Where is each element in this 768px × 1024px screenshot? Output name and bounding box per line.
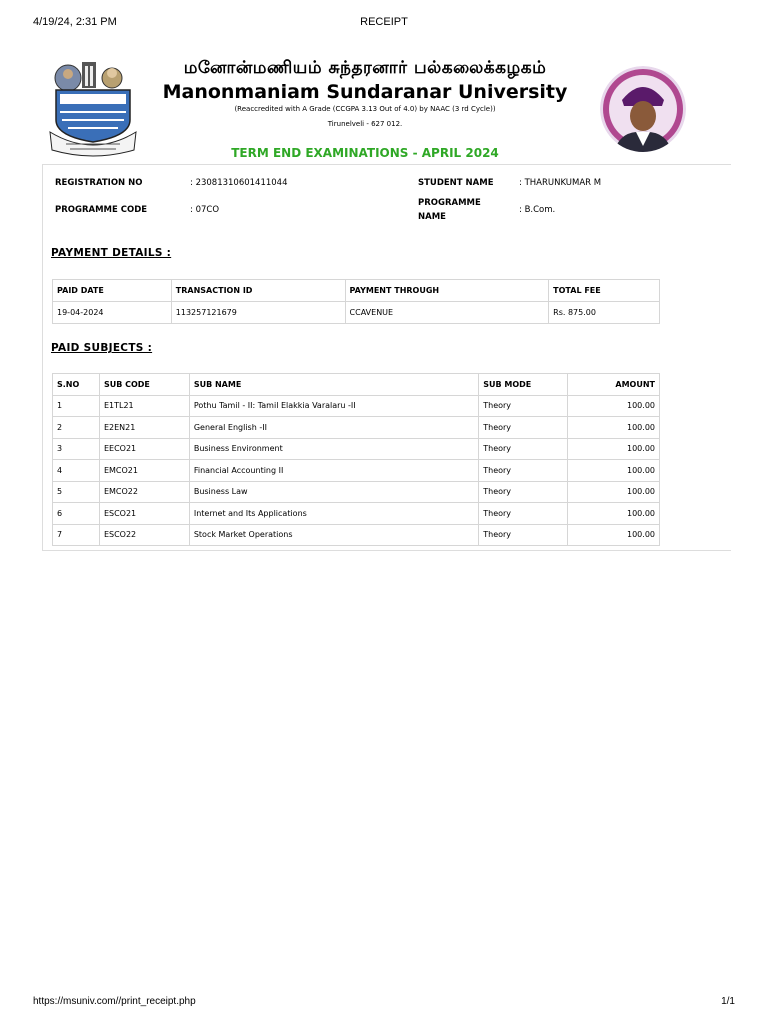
sub-code-cell: ESCO22	[99, 524, 189, 546]
sub-code-cell: E2EN21	[99, 417, 189, 439]
founder-portrait-icon	[600, 66, 686, 152]
subjects-header-row	[53, 374, 660, 396]
sub-mode-cell: Theory	[479, 503, 568, 525]
registration-no-label: REGISTRATION NO	[55, 178, 143, 188]
payment-col-header: TRANSACTION ID	[171, 280, 345, 302]
sub-code-cell: EMCO21	[99, 460, 189, 482]
sno-cell: 5	[53, 481, 100, 503]
programme-code-label: PROGRAMME CODE	[55, 205, 148, 215]
amount-cell: 100.00	[568, 417, 660, 439]
subjects-col-header: S.NO	[53, 374, 100, 396]
sub-name-cell: Financial Accounting II	[189, 460, 478, 482]
sub-mode-cell: Theory	[479, 417, 568, 439]
student-name-value: : THARUNKUMAR M	[519, 178, 602, 188]
university-accreditation: (Reaccredited with A Grade (CCGPA 3.13 Out of 4.0) by NAAC (3 rd Cycle))	[234, 105, 496, 113]
sub-name-cell: Internet and Its Applications	[189, 503, 478, 525]
paid-date: 19-04-2024	[53, 302, 172, 324]
table-row	[53, 481, 660, 503]
amount-cell: 100.00	[568, 524, 660, 546]
payment-table	[52, 279, 660, 324]
table-row	[53, 438, 660, 460]
sno-cell: 4	[53, 460, 100, 482]
table-row	[53, 460, 660, 482]
payment-details-title: PAYMENT DETAILS :	[51, 247, 172, 259]
sno-cell: 6	[53, 503, 100, 525]
sub-name-cell: Stock Market Operations	[189, 524, 478, 546]
paid-subjects-title: PAID SUBJECTS :	[51, 342, 153, 354]
amount-cell: 100.00	[568, 503, 660, 525]
print-datetime: 4/19/24, 2:31 PM	[33, 16, 117, 28]
table-row	[53, 395, 660, 417]
sub-code-cell: EMCO22	[99, 481, 189, 503]
exam-title: TERM END EXAMINATIONS - APRIL 2024	[231, 146, 499, 160]
payment-header-row	[53, 280, 660, 302]
registration-no-value: : 23081310601411044	[190, 178, 288, 188]
programme-code-value: : 07CO	[190, 205, 220, 215]
amount-cell: 100.00	[568, 438, 660, 460]
university-address: Tirunelveli - 627 012.	[327, 120, 403, 128]
university-name-tamil: மனோன்மணியம் சுந்தரனார் பல்கலைக்கழகம்	[183, 58, 547, 78]
sub-mode-cell: Theory	[479, 438, 568, 460]
sno-cell: 2	[53, 417, 100, 439]
print-doc-title: RECEIPT	[360, 16, 408, 28]
table-row	[53, 417, 660, 439]
sub-code-cell: EECO21	[99, 438, 189, 460]
sub-mode-cell: Theory	[479, 395, 568, 417]
table-row	[53, 524, 660, 546]
print-header	[0, 16, 768, 30]
table-row	[53, 503, 660, 525]
programme-name-label-line2: NAME	[418, 212, 446, 222]
transaction-id: 113257121679	[171, 302, 345, 324]
subjects-table	[52, 373, 660, 546]
sub-mode-cell: Theory	[479, 481, 568, 503]
payment-row	[53, 302, 660, 324]
sub-mode-cell: Theory	[479, 460, 568, 482]
sub-code-cell: ESCO21	[99, 503, 189, 525]
sub-name-cell: Business Environment	[189, 438, 478, 460]
print-url: https://msuniv.com//print_receipt.php	[33, 996, 196, 1007]
payment-through: CCAVENUE	[345, 302, 549, 324]
sno-cell: 3	[53, 438, 100, 460]
programme-name-label: PROGRAMME	[418, 198, 481, 208]
sno-cell: 7	[53, 524, 100, 546]
subjects-col-header: AMOUNT	[568, 374, 660, 396]
amount-cell: 100.00	[568, 395, 660, 417]
sub-mode-cell: Theory	[479, 524, 568, 546]
university-emblem-icon	[46, 58, 140, 158]
student-name-label: STUDENT NAME	[418, 178, 494, 188]
total-fee: Rs. 875.00	[549, 302, 660, 324]
sub-name-cell: Pothu Tamil - II: Tamil Elakkia Varalaru -II	[189, 395, 478, 417]
sub-name-cell: Business Law	[189, 481, 478, 503]
payment-col-header: PAID DATE	[53, 280, 172, 302]
subjects-col-header: SUB CODE	[99, 374, 189, 396]
amount-cell: 100.00	[568, 481, 660, 503]
sub-code-cell: E1TL21	[99, 395, 189, 417]
university-name: Manonmaniam Sundaranar University	[162, 81, 568, 103]
programme-name-value: : B.Com.	[519, 205, 556, 215]
payment-col-header: PAYMENT THROUGH	[345, 280, 549, 302]
amount-cell: 100.00	[568, 460, 660, 482]
subjects-col-header: SUB NAME	[189, 374, 478, 396]
subjects-col-header: SUB MODE	[479, 374, 568, 396]
payment-col-header: TOTAL FEE	[549, 280, 660, 302]
sub-name-cell: General English -II	[189, 417, 478, 439]
sno-cell: 1	[53, 395, 100, 417]
print-page-number: 1/1	[721, 996, 735, 1007]
